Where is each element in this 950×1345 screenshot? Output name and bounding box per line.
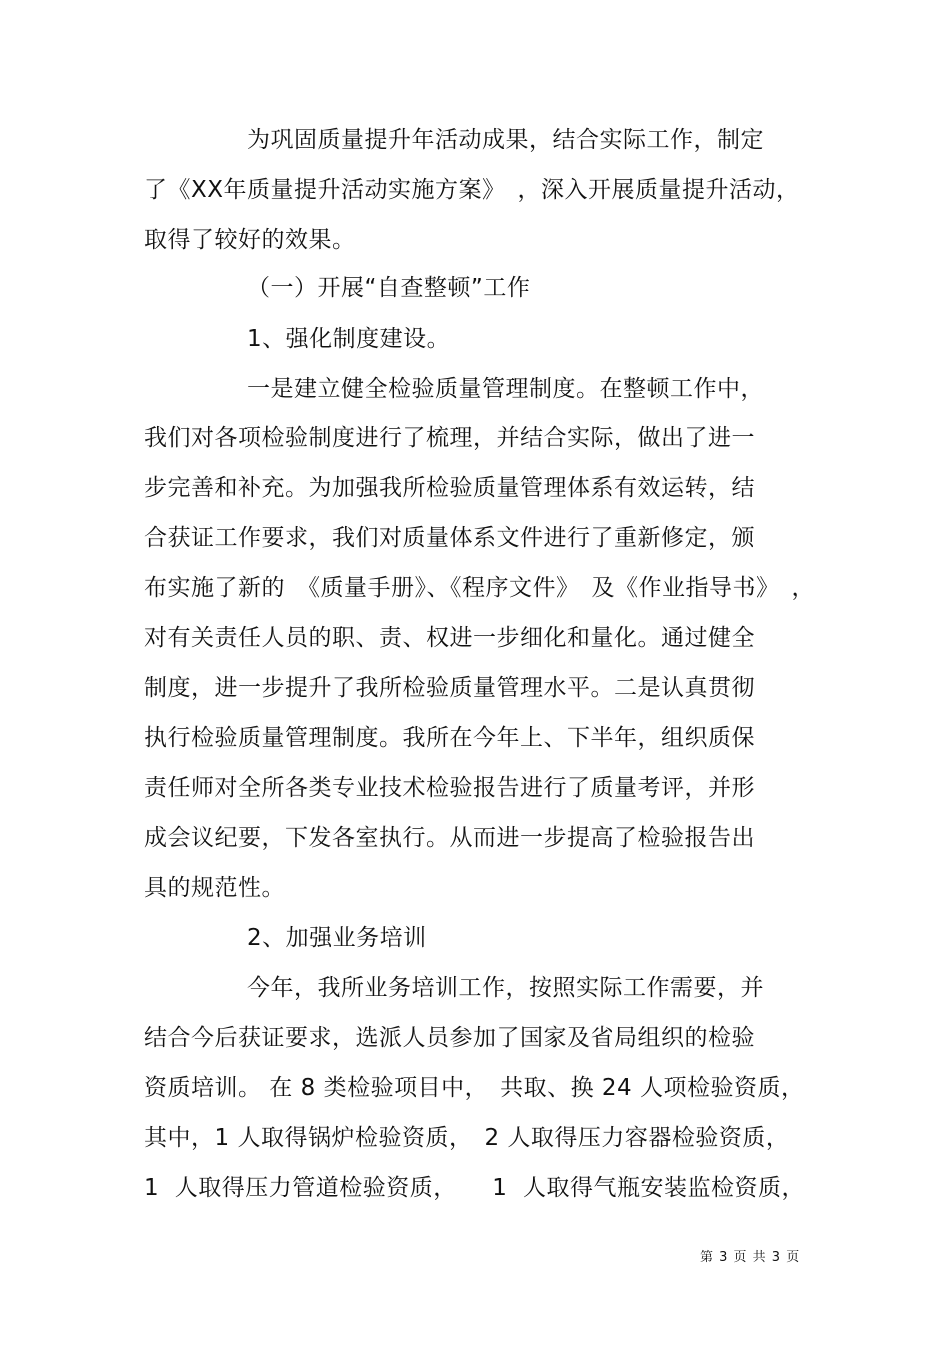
text-line: 步完善和补充。为加强我所检验质量管理体系有效运转，结	[144, 475, 755, 501]
text-line: 结合今后获证要求，选派人员参加了国家及省局组织的检验	[144, 1025, 755, 1051]
text-line: 合获证工作要求，我们对质量体系文件进行了重新修定，颁	[144, 525, 755, 551]
text-line: 我们对各项检验制度进行了梳理，并结合实际，做出了进一	[144, 425, 755, 451]
subsection-heading: 1、强化制度建设。	[247, 326, 451, 352]
text-line: 资质培训。 在 8 类检验项目中， 共取、换 24 人项检验资质，	[144, 1075, 805, 1101]
text-line: 布实施了新的 《质量手册》、《程序文件》 及《作业指导书》 ，	[144, 575, 815, 601]
text-line: 了《XX年质量提升活动实施方案》 ，深入开展质量提升活动，	[144, 177, 800, 203]
text-line: 取得了较好的效果。	[144, 227, 356, 253]
text-line: 责任师对全所各类专业技术检验报告进行了质量考评，并形	[144, 775, 755, 801]
text-line: 为巩固质量提升年活动成果，结合实际工作，制定	[247, 127, 764, 153]
text-line: 具的规范性。	[144, 875, 285, 901]
text-line: 其中，1 人取得锅炉检验资质， 2 人取得压力容器检验资质，	[144, 1125, 790, 1151]
text-line: 1 人取得压力管道检验资质， 1 人取得气瓶安装监检资质，	[144, 1175, 806, 1201]
text-line: 一是建立健全检验质量管理制度。在整顿工作中，	[247, 376, 764, 402]
text-line: 制度，进一步提升了我所检验质量管理水平。二是认真贯彻	[144, 675, 755, 701]
page-number: 第 3 页 共 3 页	[700, 1250, 801, 1265]
subsection-heading: 2、加强业务培训	[247, 925, 427, 951]
text-line: 成会议纪要，下发各室执行。从而进一步提高了检验报告出	[144, 825, 755, 851]
text-line: 今年，我所业务培训工作，按照实际工作需要，并	[247, 975, 764, 1001]
text-line: 对有关责任人员的职、责、权进一步细化和量化。通过健全	[144, 625, 755, 651]
text-line: 执行检验质量管理制度。我所在今年上、下半年，组织质保	[144, 725, 755, 751]
section-heading: （一）开展“自查整顿”工作	[247, 275, 531, 301]
